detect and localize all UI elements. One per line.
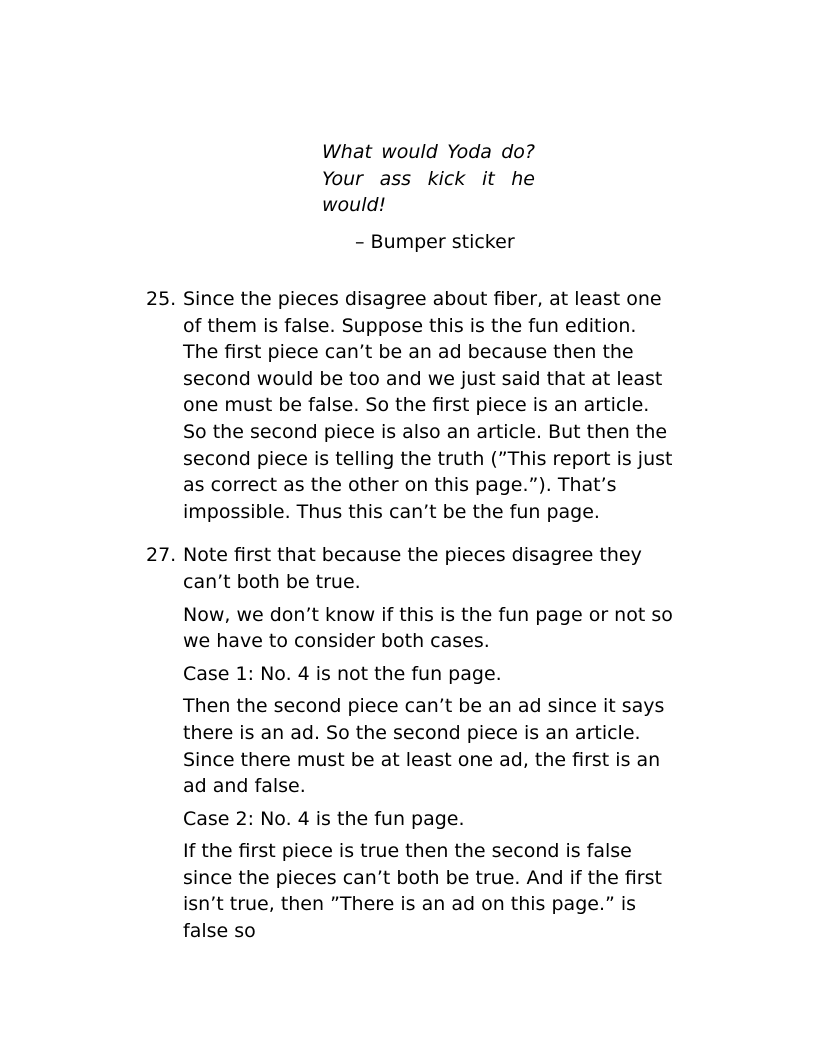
answer-item-27: [146, 542, 676, 944]
answer-paragraph: Since the pieces disagree about fiber, at least one of them is false. Suppose this is the fun edition. The first piece can’t be an ad because then the second would be too and we just said that at least one must be false. So the first piece is an article. So the second piece is also an article. But then the second piece is telling the truth (”This report is just as correct as the other on this page.”). That’s impossible. Thus this can’t be the fun page.: [183, 288, 673, 523]
case-heading: Case 2: No. 4 is the fun page.: [183, 807, 465, 830]
case-heading: Case 1: No. 4 is not the fun page.: [183, 662, 502, 685]
answer-paragraph: Now, we don’t know if this is the fun page or not so we have to consider both cases.: [183, 603, 673, 653]
answer-list: [146, 286, 676, 962]
answer-item-25: [146, 286, 676, 525]
answer-number: 25.: [146, 288, 177, 310]
epigraph-quote: What would Yoda do? Your ass kick it he would!: [322, 141, 535, 217]
answer-paragraph: Note first that because the pieces disagree they can’t both be true.: [183, 544, 642, 593]
epigraph-attribution: – Bumper sticker: [355, 230, 515, 253]
answer-paragraph: If the first piece is true then the second is false since the pieces can’t both be true. And if the first isn’t true, then ”There is an ad on this page.” is false so: [183, 840, 662, 943]
answer-paragraph: Then the second piece can’t be an ad since it says there is an ad. So the second piece is an article. Since there must be at least one ad, the first is an ad and false.: [183, 695, 665, 798]
epigraph: [322, 139, 535, 255]
answer-number: 27.: [146, 544, 177, 567]
